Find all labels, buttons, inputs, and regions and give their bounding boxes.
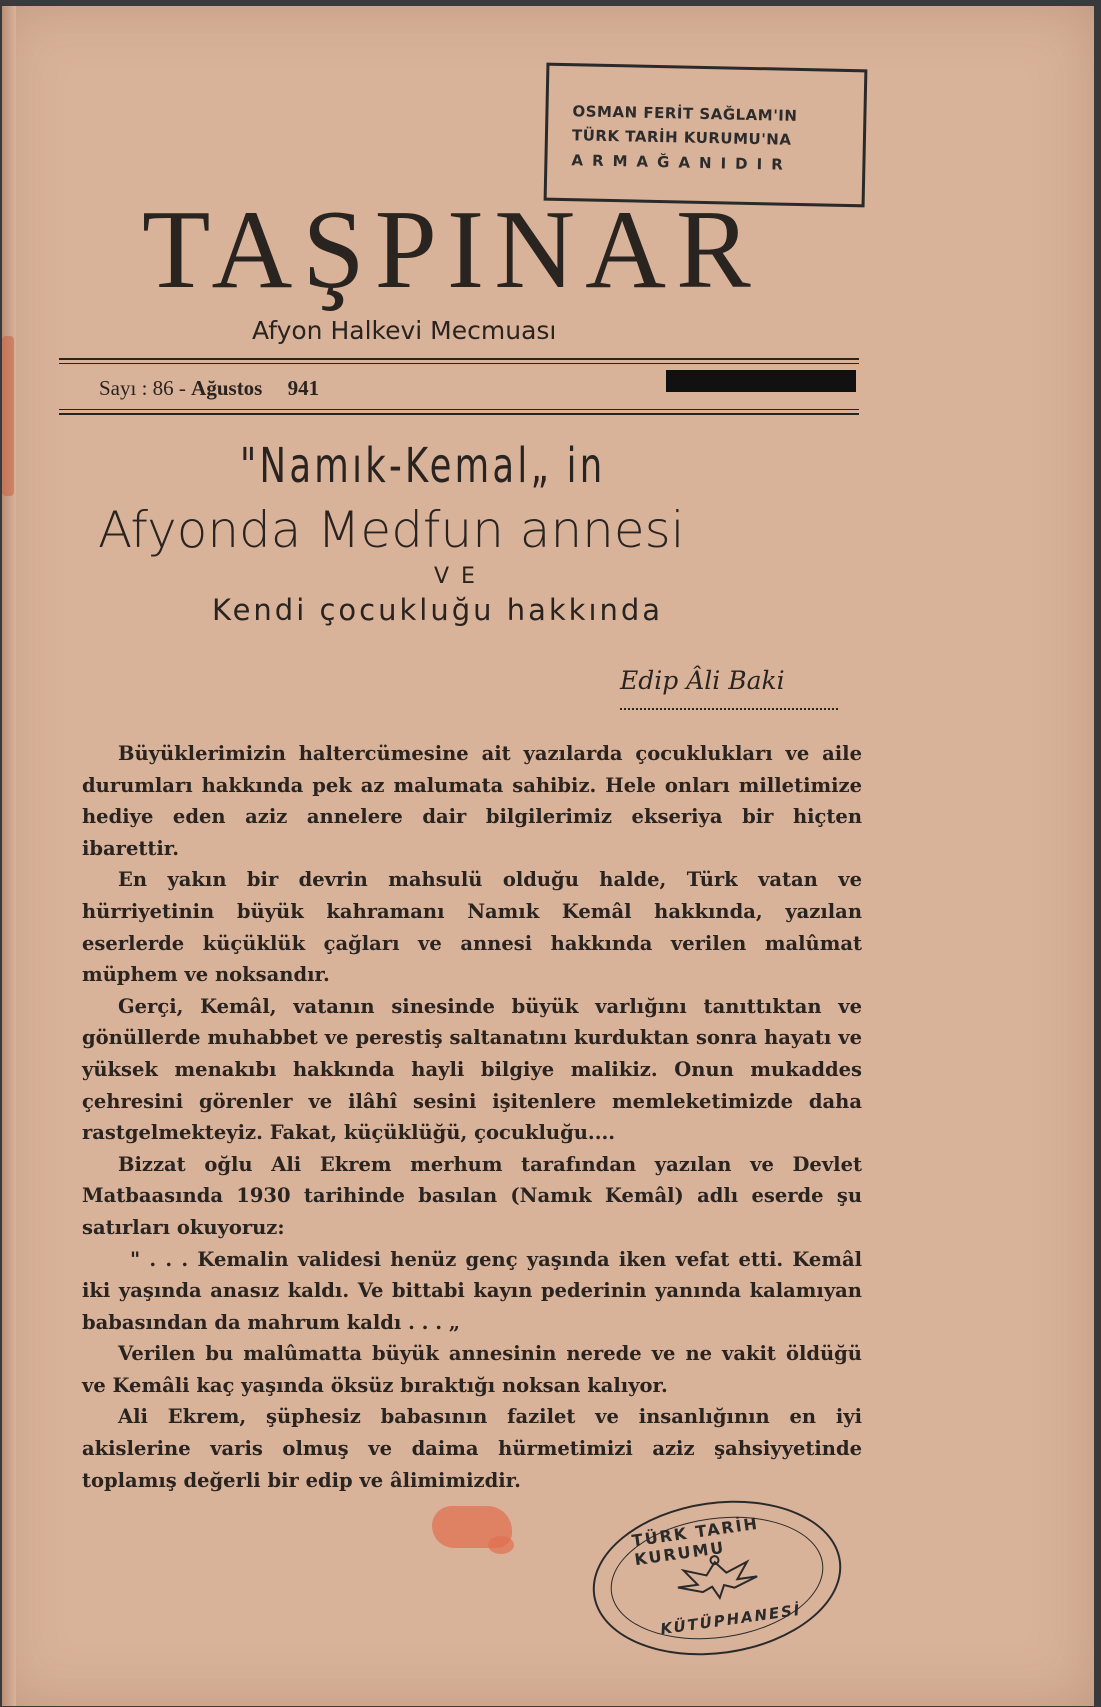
page-edge-shadow [2, 6, 16, 1706]
magazine-title: TAŞPINAR [142, 188, 761, 312]
issue-number: Sayı : 86 - [99, 376, 186, 400]
paragraph: Ali Ekrem, şüphesiz babasının fazilet ve insanlığının en iyi akislerine varis olmuş ve daima hürmetimizi aziz şahsiyyetinde toplamış değerli bir edip ve âlimimizdir. [82, 1405, 862, 1492]
divider [59, 358, 859, 360]
divider [59, 413, 859, 415]
library-stamp-text: TÜRK TARİH KURUMU [630, 1513, 761, 1570]
page-stain [2, 336, 14, 496]
issue-month: Ağustos [191, 376, 263, 400]
article-title: "Namık-Kemal„ in [240, 438, 606, 494]
article-author: Edip Âli Baki [620, 666, 785, 695]
paragraph: Büyüklerimizin haltercümesine ait yazılarda çocuklukları ve aile durumları hakkında pek az malumata sahibiz. Hele onları milletimize hediye eden aziz annelere dair bilgilerimiz ekseriya bir hiçten ibarettir. [82, 742, 862, 860]
library-stamp [583, 1485, 852, 1670]
paragraph: Verilen bu malûmatta büyük annesinin nerede ve ne vakit öldüğü ve Kemâli kaç yaşında öksüz bıraktığı noksan kalıyor. [82, 1342, 862, 1397]
library-stamp-text: KÜTÜPHANESİ [659, 1600, 803, 1639]
donation-stamp-line: ARMAĞANIDIR [571, 151, 792, 174]
issue-year: 941 [287, 376, 320, 400]
quote-paragraph: " . . . Kemalin validesi henüz genç yaşında iken vefat etti. Kemâl iki yaşında anasız kaldı. Ve bittabi kayın pederinin yanında kalamıyan babasından da mahrum kaldı . . . „ [82, 1247, 862, 1334]
page-stain [488, 1536, 514, 1554]
divider [59, 363, 859, 364]
divider [620, 708, 838, 710]
magazine-subtitle: Afyon Halkevi Mecmuası [252, 316, 557, 345]
article-title: Afyonda Medfun annesi [98, 501, 685, 559]
article-body [82, 738, 862, 1496]
issue-line [99, 376, 319, 401]
paragraph: Bizzat oğlu Ali Ekrem merhum tarafından yazılan ve Devlet Matbaasında 1930 tarihinde basılan (Namık Kemâl) adlı eserde şu satırları okuyoruz: [82, 1152, 862, 1239]
article-title: VE [434, 564, 487, 589]
donation-stamp-line: OSMAN FERİT SAĞLAM'IN [572, 102, 798, 125]
article-title: Kendi çocukluğu hakkında [212, 593, 664, 627]
document-page [2, 6, 1094, 1706]
redaction-bar [666, 370, 856, 392]
divider [59, 409, 859, 410]
paragraph: En yakın bir devrin mahsulü olduğu halde, Türk vatan ve hürriyetinin büyük kahramanı Namık Kemâl hakkında, yazılan eserlerde küçüklük çağları ve annesi hakkında verilen malûmat müphem ve noksandır. [82, 868, 862, 987]
donation-stamp-line: TÜRK TARİH KURUMU'NA [571, 126, 792, 149]
donation-stamp [544, 63, 868, 208]
paragraph: Gerçi, Kemâl, vatanın sinesinde büyük varlığını tanıttıktan ve gönüllerde muhabbet ve perestiş saltanatını kurduktan sonra hayatı ve yüksek menakıbı hakkında hayli bilgiye malikiz. Onun mukaddes çehresini görenler ve ilâhî sesini işitenlere memleketimizde daha rastgelmekteyiz. Fakat, küçüklüğü, çocukluğu.... [82, 994, 862, 1145]
